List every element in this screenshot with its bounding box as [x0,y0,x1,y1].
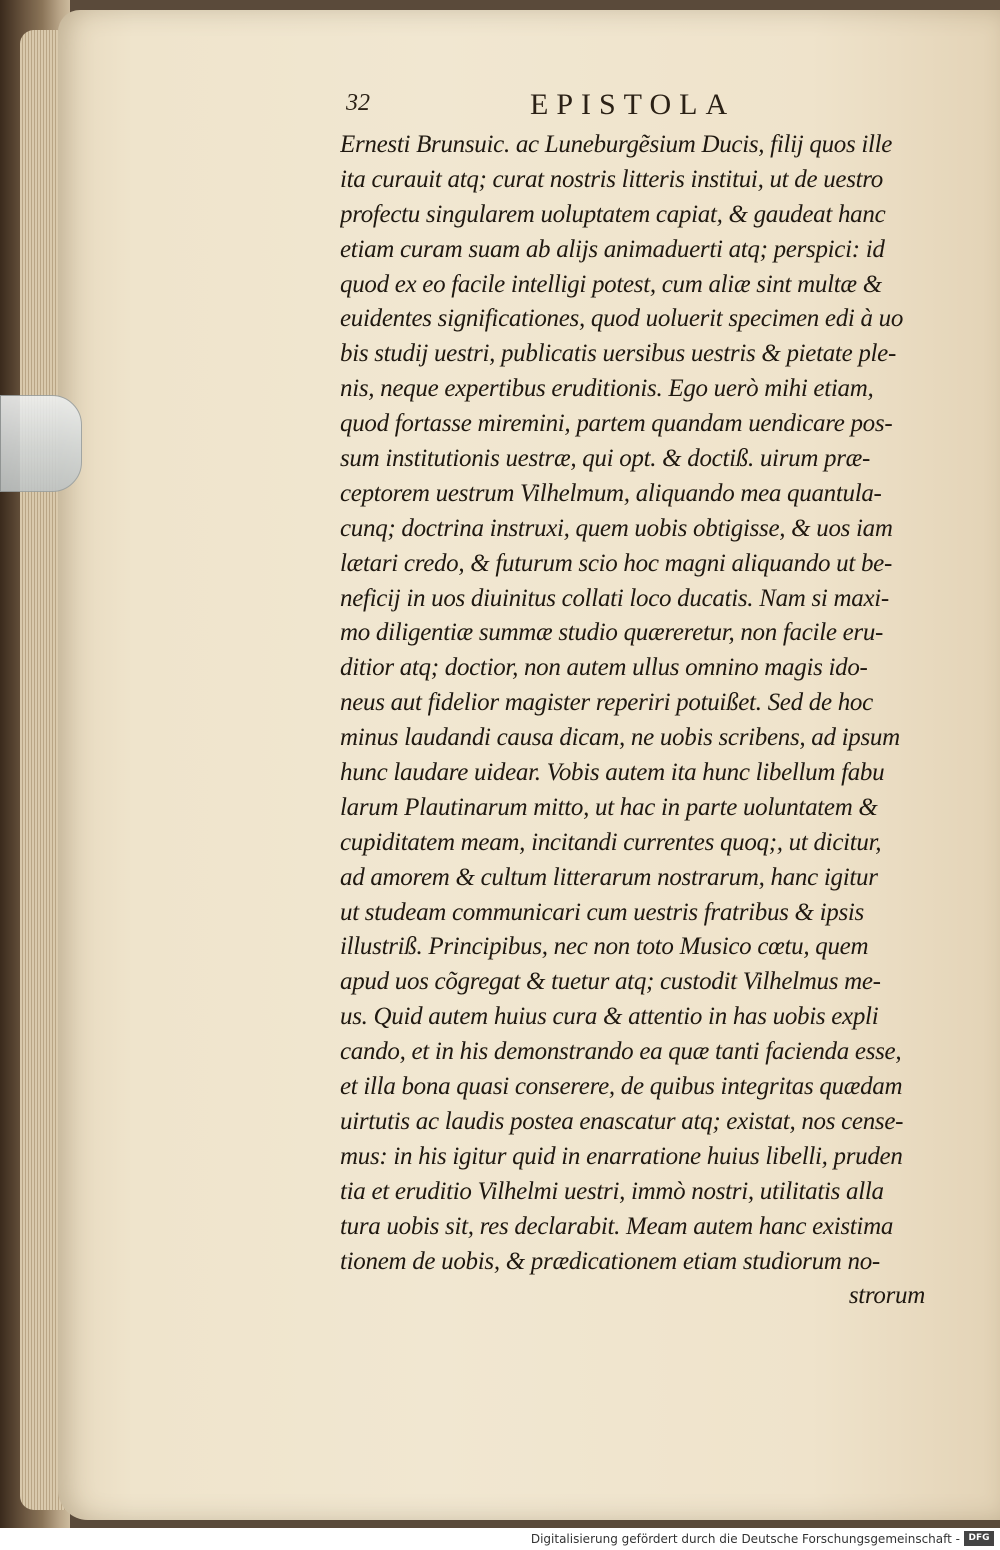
text-line: ita curauit atq; curat nostris litteris institui, ut de uestro [340,165,883,193]
body-text [340,128,925,1314]
text-line: tia et eruditio Vilhelmi uestri, immò nostri, utilitatis alla [340,1177,884,1205]
text-line: ditior atq; doctior, non autem ullus omnino magis ido- [340,654,868,682]
text-line: illustriß. Principibus, nec non toto Musico cœtu, quem [340,933,869,961]
text-line: profectu singularem uoluptatem capiat, & gaudeat hanc [340,200,886,228]
text-line: cando, et in his demonstrando ea quæ tanti facienda esse, [340,1038,902,1066]
text-line: cunq; doctrina instruxi, quem uobis obtigisse, & uos iam [340,514,893,542]
text-line: us. Quid autem huius cura & attentio in has uobis expli [340,1003,879,1031]
text-line: minus laudandi causa dicam, ne uobis scribens, ad ipsum [340,724,900,752]
text-line: ut studeam communicari cum uestris fratribus & ipsis [340,898,864,926]
text-line: apud uos cõgregat & tuetur atq; custodit Vilhelmus me- [340,968,881,996]
digitization-footer [0,1528,1000,1550]
text-line: quod ex eo facile intelligi potest, cum aliæ sint multæ & [340,270,882,298]
text-line: Ernesti Brunsuic. ac Luneburgẽsium Ducis, filij quos ille [340,131,893,158]
page-number: 32 [346,90,370,116]
text-line: mus: in his igitur quid in enarratione huius libelli, pruden [340,1142,903,1170]
text-line: ceptorem uestrum Vilhelmum, aliquando mea quantula- [340,479,882,507]
text-line: ad amorem & cultum litterarum nostrarum, hanc igitur [340,863,878,891]
text-line: tionem de uobis, & prædicationem etiam studiorum no- [340,1247,880,1275]
text-line: neus aut fidelior magister reperiri potuißet. Sed de hoc [340,689,873,717]
text-line: bis studij uestri, publicatis uersibus uestris & pietate ple- [340,340,896,368]
text-line: lætari credo, & futurum scio hoc magni aliquando ut be- [340,549,892,577]
text-line: larum Plautinarum mitto, ut hac in parte uoluntatem & [340,793,878,821]
text-line: euidentes significationes, quod uoluerit specimen edi à uo [340,305,904,333]
dfg-logo: DFG [964,1531,994,1546]
text-line: mo diligentiæ summæ studio quæreretur, non facile eru- [340,619,884,647]
text-line: et illa bona quasi conserere, de quibus integritas quædam [340,1073,903,1101]
text-line: quod fortasse miremini, partem quandam uendicare pos- [340,410,893,438]
text-line: nis, neque expertibus eruditionis. Ego uerò mihi etiam, [340,375,874,403]
running-title: EPISTOLA [530,88,736,121]
catchword: strorum [848,1282,925,1310]
page-clip [0,395,82,492]
text-line: hunc laudare uidear. Vobis autem ita hunc libellum fabu [340,759,885,787]
funding-credit: Digitalisierung gefördert durch die Deutsche Forschungsgemeinschaft - [530,1532,960,1546]
running-head [340,88,980,128]
text-line: cupiditatem meam, incitandi currentes quoq;, ut dicitur, [340,828,882,856]
text-line: uirtutis ac laudis postea enascatur atq; existat, nos cense- [340,1107,904,1135]
text-line: neficij in uos diuinitus collati loco ducatis. Nam si maxi- [340,584,889,612]
text-line: sum institutionis uestræ, qui opt. & doctiß. uirum præ- [340,445,871,473]
text-line: etiam curam suam ab alijs animaduerti atq; perspici: id [340,235,885,263]
text-line: tura uobis sit, res declarabit. Meam autem hanc existima [340,1212,894,1240]
